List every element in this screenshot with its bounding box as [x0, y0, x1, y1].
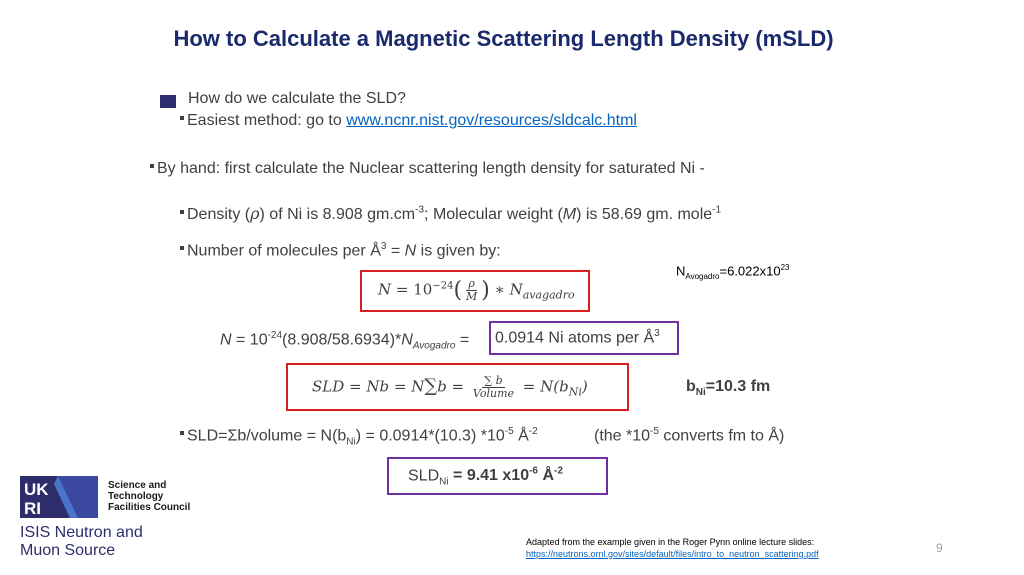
eq1-den: M [466, 290, 478, 303]
sld-exp: -5 [504, 426, 514, 437]
pynn-slides-link[interactable]: https://neutrons.ornl.gov/sites/default/files/intro_to_neutron_scattering.pdf [526, 549, 819, 559]
sld-note [594, 426, 784, 445]
bullet-icon [180, 246, 184, 250]
bullet-icon [180, 116, 184, 120]
eq1-lhs: N [378, 280, 392, 299]
density-text-a: Density ( [187, 206, 251, 223]
density-text-d: ) is 58.69 gm. mole [576, 206, 713, 223]
easiest-label: Easiest method: go to [187, 112, 347, 129]
isis-line1: ISIS Neutron and [20, 524, 143, 541]
sld-result-unit: Å [538, 467, 554, 485]
avogadro-sub: Avogadro [685, 271, 720, 281]
bni-sub: Ni [695, 387, 706, 399]
eq2-b: b = [437, 377, 469, 396]
density-text-c: ; Molecular weight ( [424, 206, 563, 223]
number-text-c: is given by: [416, 242, 501, 260]
sum-symbol: ∑ [424, 375, 438, 397]
sld-result-unit-exp: -2 [554, 466, 563, 477]
avogadro-value: =6.022x10 [719, 263, 781, 279]
ukri-logo-icon [20, 476, 98, 518]
bni-b: b [686, 378, 696, 395]
number-text-a: Number of molecules per Å [187, 242, 381, 260]
stfc-line1: Science and [108, 480, 167, 491]
eq2-den: Volume [472, 387, 515, 400]
credit-text: Adapted from the example given in the Roger Pynn online lecture slides: [526, 537, 815, 547]
eq2-c: = N(b [518, 377, 569, 396]
calc-result-exp: 3 [654, 328, 660, 339]
sld-result-label: SLD [408, 467, 440, 485]
stfc-line2: Technology [108, 491, 164, 502]
calc-c: = [455, 331, 470, 349]
calc-a: = 10 [231, 331, 268, 349]
by-hand-text: By hand: first calculate the Nuclear scattering length density for saturated Ni - [157, 160, 705, 177]
eq2-a: SLD = Nb = N [312, 377, 425, 396]
eq2-num: ∑ b [484, 374, 503, 387]
sld-d: Å [513, 427, 529, 445]
mole-exponent: -1 [712, 204, 722, 216]
calc-result [495, 328, 660, 347]
eq2-sub: Ni [568, 385, 582, 399]
sld-note-a: (the *10 [594, 427, 651, 445]
sld-exp2: -2 [528, 426, 538, 437]
calc-exp: -24 [267, 330, 283, 341]
angstrom-exponent: 3 [380, 241, 387, 252]
eq1-num: ρ [468, 277, 475, 290]
sld-sub: Ni [346, 436, 356, 448]
eq2-d: ) [581, 377, 588, 396]
sum-b-over-volume [471, 375, 516, 400]
by-hand-line [150, 160, 705, 178]
question-text: How do we calculate the SLD? [188, 90, 406, 107]
equation-sld [312, 375, 588, 400]
n-symbol: N [404, 242, 417, 260]
sld-a: SLD= [187, 427, 228, 445]
sigma-symbol: Σ [227, 427, 238, 445]
sld-note-exp: -5 [650, 426, 659, 437]
eq1-exp: −24 [432, 280, 454, 292]
calc-result-text: 0.0914 Ni atoms per Å [495, 329, 655, 347]
bullet-icon [180, 210, 184, 214]
eq1-ten: = 10 [391, 280, 433, 299]
avogadro-exp: 23 [780, 263, 790, 272]
sld-c: ) = 0.0914*(10.3) *10 [355, 427, 505, 445]
equation-n [378, 278, 575, 303]
calc-line [220, 330, 469, 352]
svg-text:RI: RI [24, 499, 41, 518]
bullet-square-icon [160, 95, 176, 108]
calc-nav-sub: Avogadro [412, 340, 456, 352]
footer-credit [526, 536, 819, 560]
sld-result [408, 466, 563, 488]
eq1-star: ∗ N [489, 280, 523, 299]
avogadro-note [676, 263, 790, 281]
bni-val: =10.3 fm [705, 378, 771, 395]
density-text-b: ) of Ni is 8.908 gm.cm [259, 206, 416, 223]
paren-open: ( [453, 278, 463, 303]
sldcalc-link[interactable]: www.ncnr.nist.gov/resources/sldcalc.html [346, 112, 637, 129]
bullet-icon [180, 431, 184, 435]
avogadro-n: N [676, 263, 686, 279]
sld-result-eq: = 9.41 x10 [448, 467, 530, 485]
isis-line2: Muon Source [20, 542, 116, 559]
sld-result-sub: Ni [439, 476, 449, 488]
calc-n: N [220, 331, 232, 349]
number-text-b: = [386, 242, 405, 260]
page-title: How to Calculate a Magnetic Scattering Length Density (mSLD) [173, 26, 834, 51]
density-line [180, 204, 721, 224]
density-exponent: -3 [415, 204, 425, 216]
ukri-logo [20, 476, 98, 518]
paren-close: ) [481, 278, 490, 303]
b-ni-value [686, 378, 770, 398]
sld-b: b/volume = N(b [237, 427, 347, 445]
rho-over-m [464, 278, 479, 303]
calc-nav: N [401, 331, 413, 349]
sld-line [180, 426, 538, 448]
eq1-sub: avagadro [522, 288, 575, 302]
svg-text:UK: UK [24, 480, 49, 499]
stfc-name [108, 480, 190, 513]
easiest-method-line [180, 112, 637, 130]
molecular-weight-symbol: M [562, 206, 577, 223]
sld-note-b: converts fm to Å) [658, 427, 785, 445]
page-number: 9 [936, 541, 943, 555]
stfc-line3: Facilities Council [108, 502, 191, 513]
isis-name [20, 524, 143, 560]
number-line [180, 241, 501, 260]
bullet-icon [150, 164, 154, 168]
rho-symbol: ρ [250, 204, 260, 223]
calc-b: (8.908/58.6934)* [282, 331, 402, 349]
sld-result-exp: -6 [529, 466, 538, 477]
